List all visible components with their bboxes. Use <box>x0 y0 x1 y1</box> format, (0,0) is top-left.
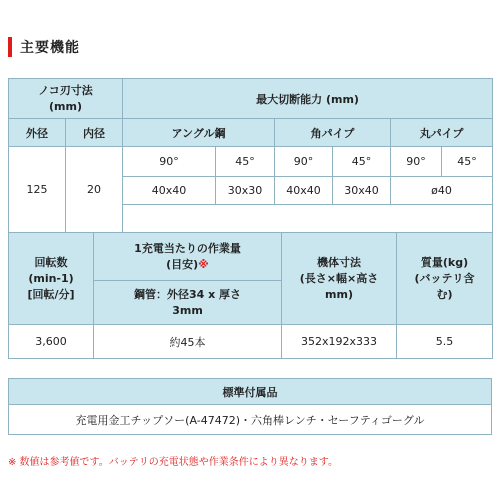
inner-diameter-header: 内径 <box>66 119 123 147</box>
dimensions-value: 352x192x333 <box>282 325 397 359</box>
angle-steel-45-label: 45° <box>216 147 275 177</box>
work-condition-subheader <box>94 281 282 325</box>
machine-spec-table <box>8 232 493 359</box>
mass-header-line3: む) <box>436 287 453 301</box>
accessories-list: 充電用金工チップソー(A-47472)・六角棒レンチ・セーフティゴーグル <box>9 405 492 435</box>
dimensions-header <box>282 233 397 325</box>
work-header-line2: (目安) <box>166 257 199 271</box>
angle-steel-90-value: 40x40 <box>123 177 216 205</box>
main-features-title: 主要機能 <box>20 40 80 56</box>
round-pipe-45-label: 45° <box>442 147 493 177</box>
square-pipe-45-label: 45° <box>333 147 391 177</box>
blade-size-unit: (mm) <box>49 99 82 113</box>
angle-steel-45-value: 30x30 <box>216 177 275 205</box>
work-sub-line2: 3mm <box>172 303 203 317</box>
mass-header <box>397 233 493 325</box>
rpm-header-line2: (min-1) <box>28 271 74 285</box>
work-per-charge-header <box>94 233 282 281</box>
square-pipe-90-label: 90° <box>275 147 333 177</box>
footnote: ※ 数値は参考値です。バッテリの充電状態や作業条件により異なります。 <box>8 457 338 468</box>
dim-header-line3: mm) <box>325 287 353 301</box>
rpm-header-line1: 回転数 <box>34 255 68 269</box>
rpm-header-line3: [回転/分] <box>27 287 75 301</box>
cutting-capacity-header: 最大切断能力 (mm) <box>123 79 493 119</box>
accessories-header: 標準付属品 <box>9 379 492 405</box>
accessories-table <box>8 378 492 435</box>
rpm-value: 3,600 <box>9 325 94 359</box>
inner-diameter-value: 20 <box>66 147 123 233</box>
note-mark: ※ <box>198 257 209 271</box>
work-header-line1: 1充電当たりの作業量 <box>134 241 241 255</box>
work-per-charge-value: 約45本 <box>94 325 282 359</box>
square-pipe-header: 角パイプ <box>275 119 391 147</box>
round-pipe-value: ø40 <box>391 177 493 205</box>
dim-header-line1: 機体寸法 <box>317 255 361 269</box>
blank-row <box>123 205 493 233</box>
section-heading <box>8 36 80 58</box>
blade-size-header <box>9 79 123 119</box>
outer-diameter-value: 125 <box>9 147 66 233</box>
round-pipe-90-label: 90° <box>391 147 442 177</box>
angle-steel-header: アングル鋼 <box>123 119 275 147</box>
square-pipe-90-value: 40x40 <box>275 177 333 205</box>
mass-header-line2: (バッテリ含 <box>414 271 475 285</box>
angle-steel-90-label: 90° <box>123 147 216 177</box>
outer-diameter-header: 外径 <box>9 119 66 147</box>
heading-accent-bar <box>8 37 12 57</box>
blade-size-label: ノコ刃寸法 <box>38 83 93 97</box>
blade-capacity-table <box>8 78 493 233</box>
mass-header-line1: 質量(kg) <box>420 255 469 269</box>
work-sub-line1: 鋼管：外径34 x 厚さ <box>133 287 242 301</box>
square-pipe-45-value: 30x40 <box>333 177 391 205</box>
rpm-header <box>9 233 94 325</box>
round-pipe-header: 丸パイプ <box>391 119 493 147</box>
mass-value: 5.5 <box>397 325 493 359</box>
dim-header-line2: (長さ×幅×高さ <box>299 271 379 285</box>
